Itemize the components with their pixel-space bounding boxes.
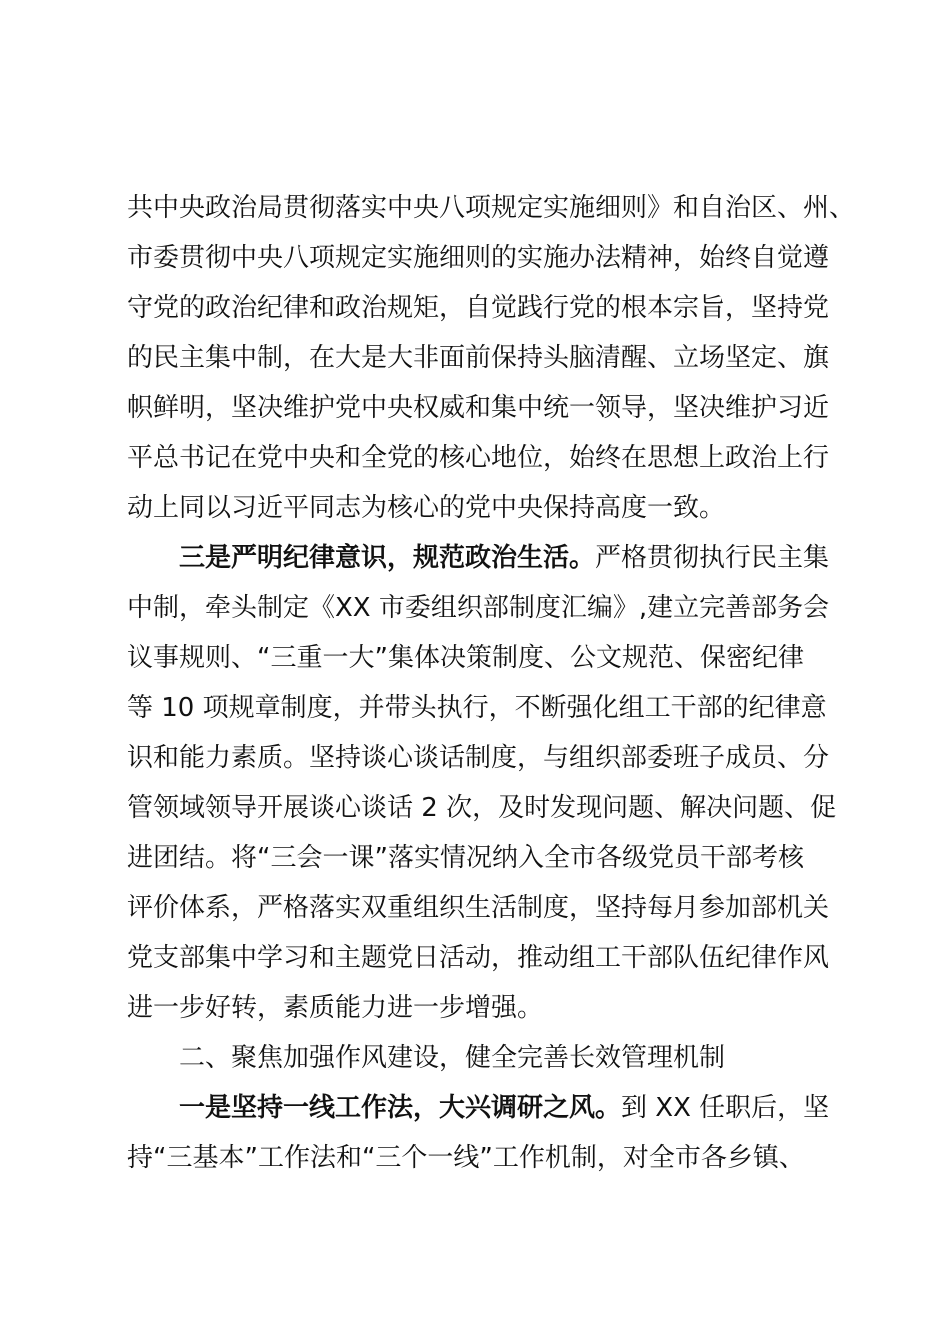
text-line-17: 进一步好转，素质能力进一步增强。 [127,993,544,1023]
paragraph-start-line-8 [127,533,847,583]
text-line-14: 进团结。将“三会一课”落实情况纳入全市各级党员干部考核 [127,843,804,873]
document-page [127,183,856,1183]
text-line-6: 平总书记在党中央和全党的核心地位，始终在思想上政治上行 [127,443,830,473]
text-line-4: 的民主集中制，在大是大非面前保持头脑清醒、立场坚定、旗 [127,343,830,373]
text-line-1: 共中央政治局贯彻落实中央八项规定实施细则》和自治区、州、 [127,193,856,223]
text-line-20: 持“三基本”工作法和“三个一线”工作机制，对全市各乡镇、 [127,1143,805,1173]
paragraph-heading-bold: 一是坚持一线工作法，大兴调研之风。 [179,1093,622,1123]
text-line-2: 市委贯彻中央八项规定实施细则的实施办法精神，始终自觉遵 [127,243,830,273]
text-line-11: 等 10 项规章制度，并带头执行，不断强化组工干部的纪律意 [127,693,827,723]
text-line-16: 党支部集中学习和主题党日活动，推动组工干部队伍纪律作风 [127,943,830,973]
text-line-10: 议事规则、“三重一大”集体决策制度、公文规范、保密纪律 [127,643,804,673]
text-line-12: 识和能力素质。坚持谈心谈话制度，与组织部委班子成员、分 [127,743,830,773]
text-line-7: 动上同以习近平同志为核心的党中央保持高度一致。 [127,493,726,523]
text-line-9: 中制，牵头制定《XX 市委组织部制度汇编》,建立完善部务会 [127,593,830,623]
text-line-5: 帜鲜明，坚决维护党中央权威和集中统一领导，坚决维护习近 [127,393,830,423]
paragraph-body-text: 严格贯彻执行民主集 [595,543,830,573]
text-line-15: 评价体系，严格落实双重组织生活制度，坚持每月参加部机关 [127,893,830,923]
text-line-3: 守党的政治纪律和政治规矩，自觉践行党的根本宗旨，坚持党 [127,293,830,323]
paragraph-body-text: 到 XX 任职后，坚 [621,1093,830,1123]
paragraph-heading-bold: 三是严明纪律意识，规范政治生活。 [179,543,596,573]
section-heading: 二、聚焦加强作风建设，健全完善长效管理机制 [179,1043,726,1073]
text-line-13: 管领域领导开展谈心谈话 2 次，及时发现问题、解决问题、促 [127,793,837,823]
paragraph-start-line-19 [127,1083,847,1133]
